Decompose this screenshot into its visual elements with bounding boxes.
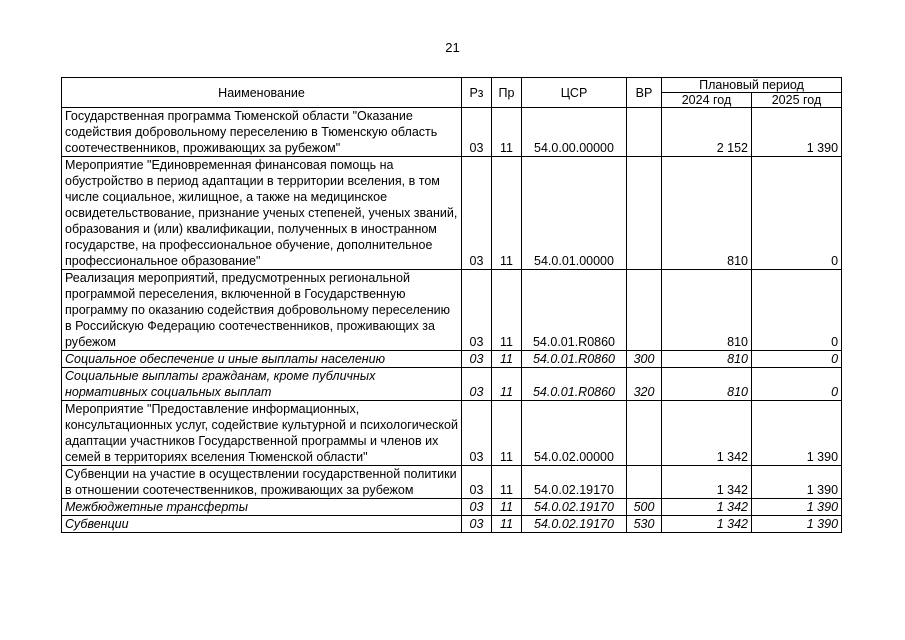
row-pr: 11 <box>492 401 522 466</box>
row-2025: 1 390 <box>752 516 842 533</box>
table-row <box>62 466 842 499</box>
header-pr: Пр <box>492 78 522 108</box>
row-pr: 11 <box>492 108 522 157</box>
row-2024: 1 342 <box>662 516 752 533</box>
row-vr <box>627 466 662 499</box>
row-name: Мероприятие "Единовременная финансовая помощь на обустройство в период адаптации в территории вселения, в том числе социальное, жилищное, а также на медицинское освидетельствование, признание ученых степеней, ученых званий, образования и (или) квалификации, полученных в иностранном государстве, на профессиональное обучение, дополнительное профессиональное образование" <box>62 157 462 270</box>
table-row <box>62 401 842 466</box>
row-pr: 11 <box>492 270 522 351</box>
table-row <box>62 108 842 157</box>
row-rz: 03 <box>462 499 492 516</box>
row-2025: 0 <box>752 270 842 351</box>
row-2025: 1 390 <box>752 108 842 157</box>
header-name: Наименование <box>62 78 462 108</box>
header-csr: ЦСР <box>522 78 627 108</box>
row-name: Субвенции <box>62 516 462 533</box>
table-row <box>62 270 842 351</box>
row-csr: 54.0.01.R0860 <box>522 351 627 368</box>
row-rz: 03 <box>462 157 492 270</box>
header-rz: Рз <box>462 78 492 108</box>
row-vr <box>627 157 662 270</box>
row-pr: 11 <box>492 466 522 499</box>
row-name: Социальные выплаты гражданам, кроме публичных нормативных социальных выплат <box>62 368 462 401</box>
row-2024: 2 152 <box>662 108 752 157</box>
row-2024: 1 342 <box>662 466 752 499</box>
page-number: 21 <box>445 40 460 55</box>
row-2025: 0 <box>752 351 842 368</box>
row-vr: 320 <box>627 368 662 401</box>
header-year-2024: 2024 год <box>662 93 752 108</box>
header-year-2025: 2025 год <box>752 93 842 108</box>
row-2025: 0 <box>752 368 842 401</box>
row-rz: 03 <box>462 368 492 401</box>
row-2024: 810 <box>662 351 752 368</box>
row-csr: 54.0.01.R0860 <box>522 368 627 401</box>
row-name: Государственная программа Тюменской области "Оказание содействия добровольному переселению в Тюменскую область соотечественников, проживающих за рубежом" <box>62 108 462 157</box>
row-2024: 810 <box>662 368 752 401</box>
row-csr: 54.0.01.00000 <box>522 157 627 270</box>
row-vr <box>627 401 662 466</box>
row-vr: 530 <box>627 516 662 533</box>
row-2025: 0 <box>752 157 842 270</box>
row-2025: 1 390 <box>752 401 842 466</box>
header-vr: ВР <box>627 78 662 108</box>
row-csr: 54.0.00.00000 <box>522 108 627 157</box>
row-2024: 810 <box>662 270 752 351</box>
table-row <box>62 368 842 401</box>
row-csr: 54.0.02.00000 <box>522 401 627 466</box>
row-2025: 1 390 <box>752 466 842 499</box>
row-csr: 54.0.02.19170 <box>522 499 627 516</box>
row-pr: 11 <box>492 157 522 270</box>
row-rz: 03 <box>462 466 492 499</box>
row-2025: 1 390 <box>752 499 842 516</box>
row-pr: 11 <box>492 351 522 368</box>
row-vr: 500 <box>627 499 662 516</box>
row-csr: 54.0.01.R0860 <box>522 270 627 351</box>
row-vr <box>627 270 662 351</box>
row-name: Реализация мероприятий, предусмотренных региональной программой переселения, включенной в Государственную программу по оказанию содействия добровольному переселению в Российскую Федерацию соотечественников, проживающих за рубежом <box>62 270 462 351</box>
row-rz: 03 <box>462 108 492 157</box>
table-row <box>62 516 842 533</box>
row-rz: 03 <box>462 351 492 368</box>
row-name: Мероприятие "Предоставление информационных, консультационных услуг, содействие культурной и психологической адаптации участников Государственной программы и членов их семей в территориях вселения Тюменской области" <box>62 401 462 466</box>
row-pr: 11 <box>492 499 522 516</box>
row-csr: 54.0.02.19170 <box>522 516 627 533</box>
row-2024: 1 342 <box>662 401 752 466</box>
row-name: Субвенции на участие в осуществлении государственной политики в отношении соотечественников, проживающих за рубежом <box>62 466 462 499</box>
table-row <box>62 499 842 516</box>
row-pr: 11 <box>492 368 522 401</box>
row-vr: 300 <box>627 351 662 368</box>
row-name: Социальное обеспечение и иные выплаты населению <box>62 351 462 368</box>
row-name: Межбюджетные трансферты <box>62 499 462 516</box>
row-rz: 03 <box>462 401 492 466</box>
table-row <box>62 351 842 368</box>
header-planning-period: Плановый период <box>662 78 842 93</box>
row-2024: 810 <box>662 157 752 270</box>
header-row <box>62 78 842 93</box>
table-row <box>62 157 842 270</box>
row-pr: 11 <box>492 516 522 533</box>
row-rz: 03 <box>462 516 492 533</box>
row-2024: 1 342 <box>662 499 752 516</box>
row-rz: 03 <box>462 270 492 351</box>
row-vr <box>627 108 662 157</box>
row-csr: 54.0.02.19170 <box>522 466 627 499</box>
budget-table <box>61 77 842 533</box>
